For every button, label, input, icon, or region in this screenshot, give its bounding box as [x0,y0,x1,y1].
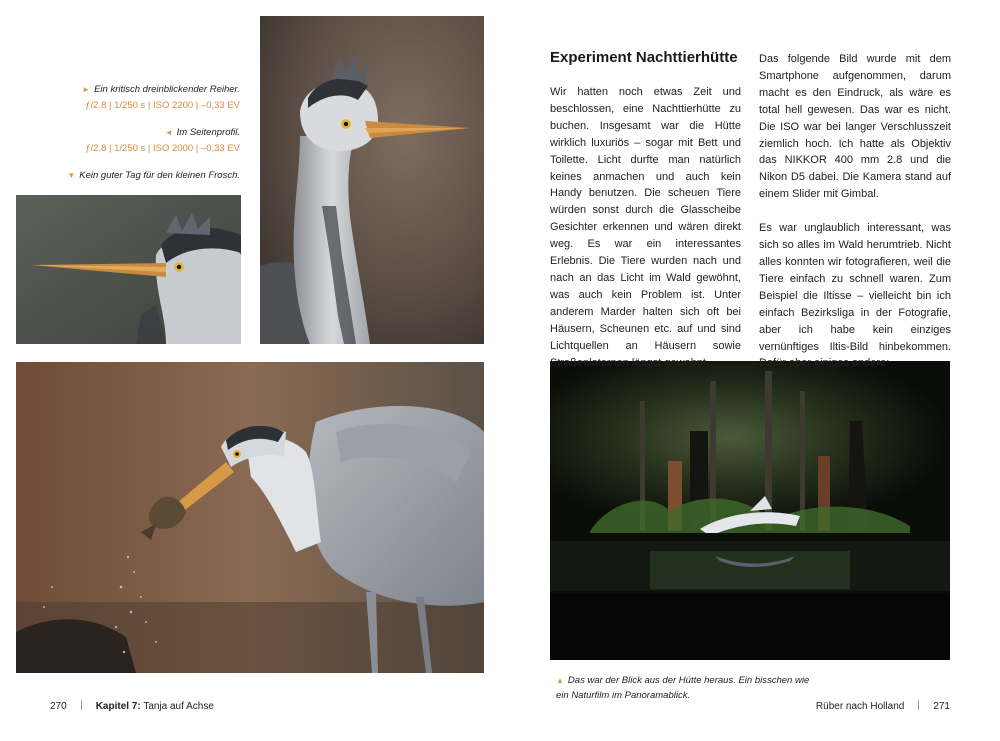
caption-text: Im Seitenprofil. [176,127,240,138]
exif-heron-profile: ƒ/2.8 | 1/250 s | ISO 2000 | –0,33 EV [85,143,240,154]
footer-right [816,700,950,712]
photo-heron-profile [16,195,241,344]
caption-heron-frog [67,170,240,181]
figure-caption-text: Das war der Blick aus der Hütte heraus. Ein bisschen wie ein Naturfilm im Panoramablick. [556,675,810,701]
footer-divider [918,700,919,710]
page-number-right: 271 [933,701,950,712]
figure-caption [556,673,816,703]
chapter-label: Kapitel 7: [95,701,141,712]
caption-arrow-down-icon: ▼ [67,171,76,180]
exif-heron-portrait: ƒ/2.8 | 1/250 s | ISO 2200 | –0,33 EV [85,100,240,111]
body-column-2 [759,51,951,372]
section-title: Rüber nach Holland [815,701,905,712]
section-heading: Experiment Nachttierhütte [550,49,738,66]
photo-heron-portrait [260,16,484,344]
chapter-title: Tanja auf Achse [143,701,214,712]
body-paragraph: Wir hatten noch etwas Zeit und beschlossen, eine Nachttierhütte zu buchen. Insgesamt war die Hütte wirklich luxuriös – sogar mit Bett und Toilette. Licht durfte man natürlich keines anmachen und auch kein Handy benutzen. Die scheuen Tiere würden sonst durch die Glasscheibe Gesichter erkennen und wären direkt weg. Es war ein interessantes Erlebnis. Die Tiere wurden nach und nach an das Licht im Wald gewöhnt, was auch kein Problem ist. Unter anderem Marder halten sich oft bei Häusern, Scheunen etc. auf und sind Lichtquellen an Häusern sowie Straßenlaternen längst gewohnt. [550,86,741,369]
body-column-1 [550,84,741,371]
caption-heron-portrait [82,84,240,95]
caption-heron-profile [165,127,240,138]
body-paragraph: Es war unglaublich interessant, was sich so alles im Wald herumtrieb. Nicht alles konnten wir fotografieren, weil die Tiere einfach zu schnell waren. Zum Beispiel die Iltisse – vielleicht bin ich einfach Bezirksliga in der Fotografie, aber ich habe kein einziges vernünftiges Iltis-Bild hinbekommen. Dafür aber einiges andere: [759,222,951,370]
caption-arrow-right-icon: ► [82,85,91,94]
caption-arrow-left-icon: ◄ [164,128,173,137]
photo-night-forest-hide-view [550,361,950,660]
caption-text: Ein kritisch dreinblickender Reiher. [94,84,240,95]
body-paragraph: Das folgende Bild wurde mit dem Smartphone aufgenommen, darum macht es den Eindruck, als wäre es total hell gewesen. Das war es nicht. Die ISO war bei langer Verschlusszeit ziemlich hoch. Ich hatte als Objektiv das NIKKOR 400 mm 2.8 und die Nikon D5 dabei. Die Kamera stand auf einem Slider mit Gimbal. [759,53,951,201]
caption-arrow-up-icon: ▲ [556,676,564,685]
page-number-left: 270 [50,701,67,712]
photo-heron-catching-frog [16,362,484,673]
footer-left [50,700,214,712]
caption-text: Kein guter Tag für den kleinen Frosch. [79,170,240,181]
footer-divider [81,700,82,710]
